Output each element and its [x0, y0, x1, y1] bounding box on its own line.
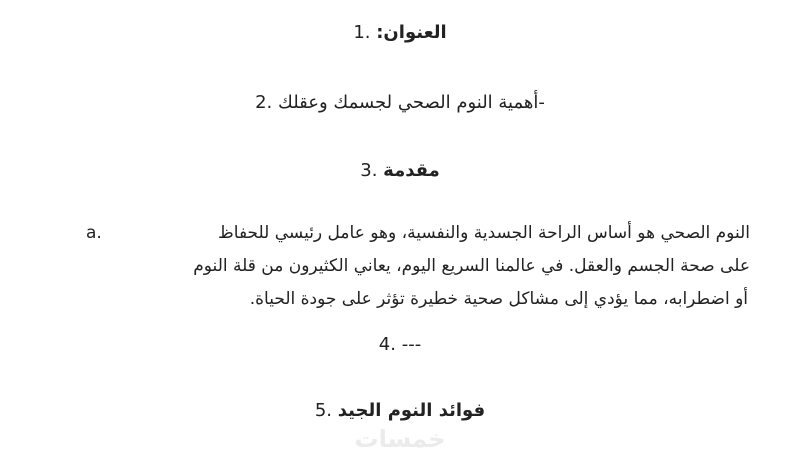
paragraph-line: [80, 283, 750, 316]
separator-text: ---: [401, 334, 422, 355]
list-item-subtitle: [0, 92, 800, 113]
item-number: 2.: [255, 92, 273, 113]
title-label: العنوان:: [376, 22, 447, 43]
item-number: 3.: [360, 160, 378, 181]
watermark-logo: خمسات: [354, 425, 446, 453]
introduction-paragraph: [80, 217, 750, 316]
item-number: 4.: [378, 334, 396, 355]
list-item-benefits: [0, 400, 800, 421]
paragraph-line-text: على صحة الجسم والعقل. في عالمنا السريع اليوم، يعاني الكثيرون من قلة النوم: [193, 256, 750, 276]
list-item-separator: [0, 334, 800, 355]
paragraph-line-text: النوم الصحي هو أساس الراحة الجسدية والنفسية، وهو عامل رئيسي للحفاظ: [218, 223, 750, 243]
paragraph-marker: a.: [86, 223, 102, 243]
subtitle-text: -أهمية النوم الصحي لجسمك وعقلك: [278, 92, 545, 113]
item-number: 5.: [314, 400, 333, 421]
item-number: 1.: [353, 22, 371, 43]
list-item-title: [0, 22, 800, 43]
introduction-heading: مقدمة: [383, 160, 440, 181]
paragraph-line: [80, 217, 750, 250]
paragraph-line-text: أو اضطرابه، مما يؤدي إلى مشاكل صحية خطيرة تؤثر على جودة الحياة.: [249, 289, 748, 309]
list-item-introduction: [0, 160, 800, 181]
paragraph-line: [80, 250, 750, 283]
benefits-heading: فوائد النوم الجيد: [337, 400, 486, 421]
